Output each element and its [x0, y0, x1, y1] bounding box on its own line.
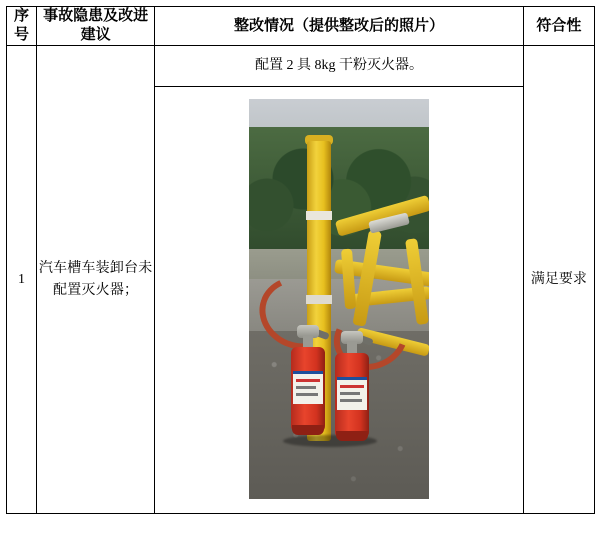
- table-row: [7, 46, 595, 514]
- label-line: [296, 379, 320, 382]
- extinguisher-base: [336, 431, 368, 441]
- post-marking-band: [306, 295, 332, 304]
- cell-row-number: 1: [7, 46, 37, 514]
- rectification-photo: [249, 99, 429, 499]
- cell-rectification: [155, 46, 524, 514]
- rectification-caption: 配置 2 具 8kg 干粉灭火器。: [155, 46, 523, 87]
- table-header-row: [7, 7, 595, 46]
- header-conform: 符合性: [523, 7, 594, 46]
- photo-treeline: [249, 127, 429, 257]
- cell-hazard-description: 汽车槽车装卸台未配置灭火器；: [37, 46, 155, 514]
- label-line: [296, 386, 316, 389]
- extinguisher-label: [337, 377, 367, 410]
- label-line: [296, 393, 318, 396]
- header-hazard: 事故隐患及改进建议: [37, 7, 155, 46]
- extinguisher-label: [293, 371, 323, 404]
- extinguisher-base: [292, 425, 324, 435]
- rectification-content: [155, 46, 523, 513]
- label-line: [340, 399, 362, 402]
- rectification-photo-area: [155, 87, 523, 513]
- rectification-table: [6, 6, 595, 514]
- label-line: [340, 392, 360, 395]
- post-marking-band: [306, 211, 332, 220]
- header-no: 序号: [7, 7, 37, 46]
- header-fix: 整改情况（提供整改后的照片）: [155, 7, 524, 46]
- cell-conformity: 满足要求: [523, 46, 594, 514]
- label-line: [340, 385, 364, 388]
